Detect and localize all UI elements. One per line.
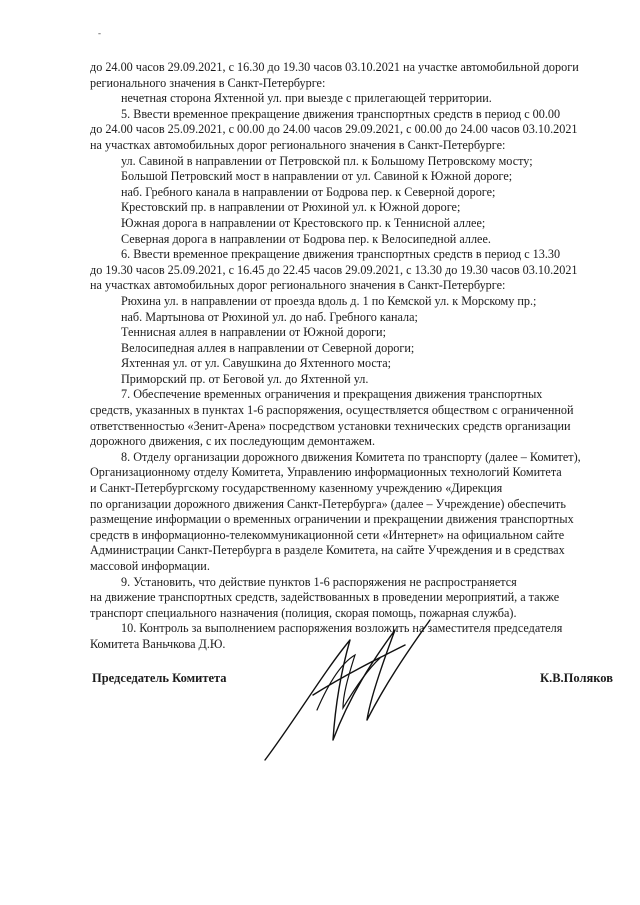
document-line: 5. Ввести временное прекращение движения транспортных средств в период с 00.00 [121,106,561,121]
document-line: Теннисная аллея в направлении от Южной дороги; [121,325,386,340]
document-line: 6. Ввести временное прекращение движения транспортных средств в период с 13.30 [121,247,561,262]
document-line: дорожного движения, с их последующим демонтажем. [90,434,376,449]
document-line: и Санкт-Петербургскому государственному казенному учреждению «Дирекция [90,481,503,496]
document-line: Администрации Санкт-Петербурга в разделе Комитета, на сайте Учреждения и в средствах [90,543,565,558]
document-line: 7. Обеспечение временных ограничения и прекращения движения транспортных [121,387,543,402]
signatory-position: Председатель Комитета [92,671,227,685]
document-line: Большой Петровский мост в направлении от ул. Савиной к Южной дороге; [121,169,513,184]
signatory-name: К.В.Поляков [540,671,613,685]
document-line: ответственностью «Зенит-Арена» посредством установки технических средств организации [90,418,571,433]
document-line: 10. Контроль за выполнением распоряжения возложить на заместителя председателя [121,621,563,636]
document-line: транспорт специального назначения (полиция, скорая помощь, пожарная служба). [90,605,517,620]
document-line: Яхтенная ул. от ул. Савушкина до Яхтенного моста; [121,356,392,371]
document-line: наб. Гребного канала в направлении от Бодрова пер. к Северной дороге; [121,184,496,199]
document-line: средств в информационно-телекоммуникационной сети «Интернет» на официальном сайте [90,527,565,542]
document-line: наб. Мартынова от Рюхиной ул. до наб. Гребного канала; [121,309,418,324]
document-line: по организации дорожного движения Санкт-Петербурга» (далее – Учреждение) обеспечить [90,496,566,511]
document-line: Крестовский пр. в направлении от Рюхиной ул. к Южной дороге; [121,200,461,215]
document-line: ул. Савиной в направлении от Петровской пл. к Большому Петровскому мосту; [121,153,533,168]
document-line: Рюхина ул. в направлении от проезда вдоль д. 1 по Кемской ул. к Морскому пр.; [121,293,537,308]
document-line: Комитета Ваньчкова Д.Ю. [90,636,226,651]
document-line: нечетная сторона Яхтенной ул. при выезде с прилегающей территории. [121,91,492,106]
document-line: на движение транспортных средств, задействованных в проведении мероприятий, а также [90,590,560,605]
document-line: до 24.00 часов 25.09.2021, с 00.00 до 24.00 часов 29.09.2021, с 00.00 до 24.00 часов 03.10.2021 [90,122,578,137]
document-line: на участках автомобильных дорог регионального значения в Санкт-Петербурге: [90,278,506,293]
document-line: Северная дорога в направлении от Бодрова пер. к Велосипедной аллее. [121,231,491,246]
document-line: Организационному отделу Комитета, Управлению информационных технологий Комитета [90,465,562,480]
document-line: до 19.30 часов 25.09.2021, с 16.45 до 22.45 часов 29.09.2021, с 13.30 до 19.30 часов 03.10.2021 [90,262,578,277]
document-line: до 24.00 часов 29.09.2021, с 16.30 до 19.30 часов 03.10.2021 на участке автомобильной дороги [90,60,579,74]
document-line: размещение информации о временных ограничении и прекращении движения транспортных [90,512,574,527]
document-line: Приморский пр. от Беговой ул. до Яхтенной ул. [121,371,369,386]
handwritten-signature [255,600,435,770]
page-mark: - [98,28,101,38]
document-line: массовой информации. [90,559,210,573]
document-line: на участках автомобильных дорог регионального значения в Санкт-Петербурге: [90,137,506,152]
document-body [90,60,620,653]
document-line: 9. Установить, что действие пунктов 1-6 распоряжения не распространяется [121,574,517,589]
document-line: средств, указанных в пунктах 1-6 распоряжения, осуществляется обществом с ограниченной [90,403,574,418]
document-line: регионального значения в Санкт-Петербурге: [90,75,326,90]
document-line: Велосипедная аллея в направлении от Северной дороги; [121,340,415,355]
document-line: Южная дорога в направлении от Крестовского пр. к Теннисной аллее; [121,215,486,230]
document-line: 8. Отделу организации дорожного движения Комитета по транспорту (далее – Комитет), [121,449,581,464]
